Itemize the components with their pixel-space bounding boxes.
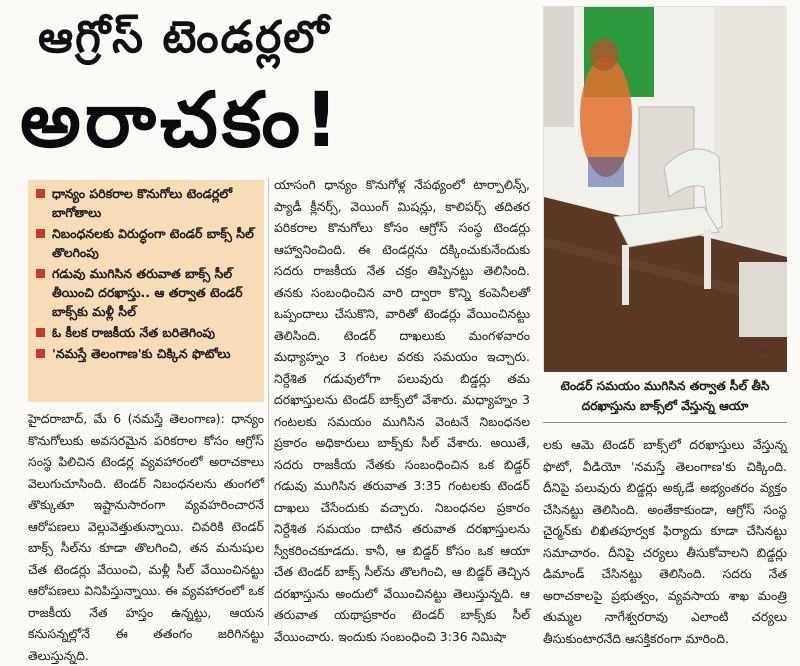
highlights-box bbox=[28, 180, 264, 402]
article-column-left bbox=[28, 408, 264, 666]
highlight-item bbox=[34, 323, 260, 342]
highlight-item bbox=[34, 264, 260, 321]
square-bullet-icon bbox=[36, 328, 45, 337]
article-text-left: హైదరాబాద్, మే 6 (నమస్తే తెలంగాణ): ధాన్యం కొనుగోలుకు అవసరమైన పరికరాల కోసం ఆగ్రోస్ సంస్థ పిలిచిన టెండర్ల వ్యవహారంలో అరాచకాలు వెలుగుచూసింది. టెండర్ నిబంధనలను తుంగలో తొక్కుతూ ఇష్టానుసారంగా వ్యవహరించారనే ఆరోపణలు వెల్లువెత్తుతున్నాయి. చివరికి టెండర్ బాక్స్ సీల్‌ను కూడా తొలగించి, తన మనుషుల చేత టెండర్లు వేయించి, మళ్లీ సీల్ వేయించినట్టు ఆరోపణలు వినిపిస్తున్నాయి. ఈ వ్యవహారంలో ఒక రాజకీయ నేత హస్తం ఉన్నట్టు, ఆయన కనుసన్నల్లోనే ఈ తతంగం జరిగినట్టు తెలుస్తున్నది. bbox=[28, 411, 264, 663]
headline-line-2: అరాచకం! bbox=[20, 75, 343, 164]
highlight-item bbox=[34, 224, 260, 262]
photo-caption: టెండర్ సమయం ముగిసిన తర్వాత సీల్ తీసి దరఖాస్తును బాక్స్‌లో వేస్తున్న ఆయా bbox=[560, 379, 770, 413]
highlight-item bbox=[34, 184, 260, 222]
highlight-text: ధాన్యం పరికరాల కొనుగోలు టెండర్లలో బాగోతాలు bbox=[52, 186, 233, 220]
tender-box-photo bbox=[544, 7, 787, 372]
highlight-item bbox=[34, 344, 260, 363]
headline-line-1: ఆగ్రోస్ టెండర్లలో bbox=[38, 12, 331, 63]
highlight-text: 'నమస్తే తెలంగాణ'కు చిక్కిన ఫొటోలు bbox=[52, 346, 231, 361]
square-bullet-icon bbox=[36, 189, 45, 198]
article-column-middle bbox=[274, 174, 530, 647]
square-bullet-icon bbox=[36, 229, 45, 238]
article-text-middle: యాసంగి ధాన్యం కొనుగోళ్ల నేపథ్యంలో టార్పాలిన్స్, ప్యాడీ క్లీనర్స్, వెయింగ్ మిషన్లు, కాలిపర్స్ తదితర పరికరాల కొనుగోలు కోసం ఆగ్రోస్ సంస్థ టెండర్లు ఆహ్వానించింది. ఈ టెండర్లను దక్కించుకునేందుకు సదరు రాజకీయ నేత చక్రం తిప్పినట్టు తెలిసింది. తనకు సంబంధించిన వారి ద్వారా కొన్ని కంపెనీలతో ఒప్పందాలు చేసుకొని, వారితో టెండర్లు వేయించినట్టు తెలిసింది. టెండర్ దాఖలుకు మంగళవారం మధ్యాహ్నం 3 గంటల వరకు సమయం ఇచ్చారు. నిర్దేశిత గడువులోగా పలువురు బిడ్డర్లు తమ దరఖాస్తులను టెండర్ బాక్స్‌లో వేశారు. మధ్యాహ్నం 3 గంటలకు సమయం ముగిసిన వెంటనే నిబంధనల ప్రకారం అధికారులు బాక్స్‌కు సీల్ వేశారు. అయితే, సదరు రాజకీయ నేతకు సంబంధించిన ఒక బిడ్డర్ గడువు ముగిసిన తరువాత 3:35 గంటలకు టెండర్ దాఖలు చేసేందుకు వచ్చారు. నిబంధనల ప్రకారం నిర్దేశిత సమయం దాటిన తరువాత దరఖాస్తులను స్వీకరించకూడదు. కానీ, ఆ బిడ్డర్ కోసం ఒక ఆయా చేత టెండర్ బాక్స్ సీల్‌ను తొలగించి, ఆ బిడ్డర్ తెచ్చిన దరఖాస్తును అందులో వేయించినట్టు తెలుస్తున్నది. ఆ తరువాత యథాప్రకారం టెండర్ బాక్స్‌కు సీల్ వేయించారు. ఇందుకు సంబంధించి 3:36 నిమిషా bbox=[274, 177, 530, 644]
highlight-text: ఓ కీలక రాజకీయ నేత బరితెగింపు bbox=[52, 325, 216, 340]
news-photo bbox=[543, 6, 786, 371]
square-bullet-icon bbox=[36, 349, 45, 358]
highlight-text: నిబంధనలకు విరుద్ధంగా టెండర్ బాక్స్ సీల్ తొలగింపు bbox=[52, 226, 254, 260]
square-bullet-icon bbox=[36, 269, 45, 278]
article-column-right bbox=[543, 434, 787, 649]
svg-text:◎: ◎ bbox=[762, 346, 769, 354]
article-text-right: లకు ఆమె టెండర్ బాక్స్‌లో దరఖాస్తులు వేస్తున్న ఫొటో, వీడియో 'నమస్తే తెలంగాణ'కు చిక్కింది. దీనిపై పలువురు బిడ్డర్లు అక్కడే అభ్యంతరం వ్యక్తం చేసినట్టు తెలిసింది. అంతేకాకుండా, ఆగ్రోస్ సంస్థ చైర్మన్‌కు లిఖితపూర్వక ఫిర్యాదు కూడా చేసినట్టు సమాచారం. దీనిపై చర్యలు తీసుకోవాలని బిడ్డర్లు డిమాండ్ చేసినట్టు తెలిసింది. సదరు నేత అరాచకాలపై ప్రభుత్వం, వ్యవసాయ శాఖ మంత్రి తుమ్మల నాగేశ్వరరావు ఎలాంటి చర్యలు తీసుకుంటారనేది ఆసక్తికరంగా మారింది. bbox=[543, 437, 787, 646]
headline-block bbox=[0, 0, 535, 175]
caption-divider bbox=[543, 422, 787, 423]
column-divider bbox=[268, 178, 269, 626]
highlight-text: గడువు ముగిసిన తరువాత బాక్స్ సీల్ తీయించి దరఖాస్తు.. ఆ తర్వాత టెండర్ బాక్స్‌కు మళ్లీ సీల్ bbox=[52, 266, 243, 319]
